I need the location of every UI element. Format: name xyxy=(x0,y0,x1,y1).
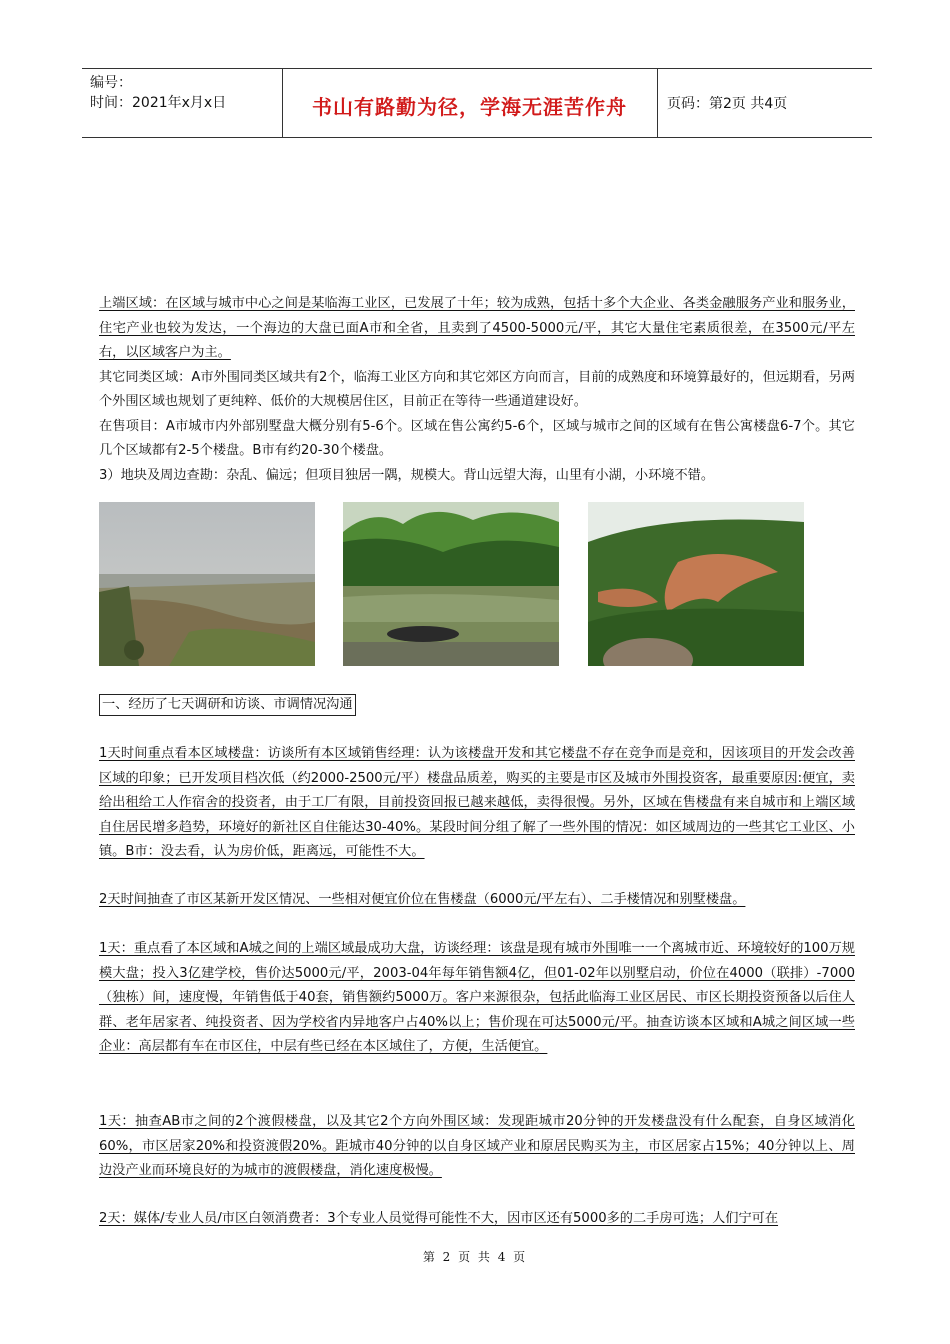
paragraph-resort-visit: 1天：抽查AB市之间的2个渡假楼盘，以及其它2个方向外围区域：发现距城市20分钟的开发楼盘没有什么配套，自身区域消化60%，市区居家20%和投资渡假20%。距城市40分钟的以自身区域产业和原居民购买为主，市区居家占15%；40分钟以上、周边没产业而环境良好的为城市的渡假楼盘，消化速度极慢。 xyxy=(99,1114,855,1178)
paragraph-site-survey: 3）地块及周边查勘：杂乱、偏远；但项目独居一隅，规模大。背山远望大海，山里有小湖，小环境不错。 xyxy=(99,467,715,483)
hillside-road-photo xyxy=(588,502,804,666)
header-meta xyxy=(90,73,290,113)
findings-resorts xyxy=(99,1110,855,1184)
paragraph-day2: 2天时间抽查了市区某新开发区情况、一些相对便宜价位在售楼盘（6000元/平左右）、二手楼情况和别墅楼盘。 xyxy=(99,892,746,907)
header-time-label: 时间：2021年x月x日 xyxy=(90,95,227,111)
paragraph-media: 2天：媒体/专业人员/市区白领消费者：3个专业人员觉得可能性不大，因市区还有5000多的二手房可选；人们宁可在 xyxy=(99,1211,779,1226)
paragraph-upper-region: 上端区域：在区域与城市中心之间是某临海工业区，已发展了十年；较为成熟，包括十多个大企业、各类金融服务产业和服务业，住宅产业也较为发达，一个海边的大盘已面A市和全省，且卖到了4500-5000元/平，其它大量住宅素质很差，在3500元/平左右，以区域客户为主。 xyxy=(99,296,855,360)
findings-media xyxy=(99,1207,855,1232)
site-photos xyxy=(99,502,804,666)
header-page-label: 页码：第2页 共4页 xyxy=(667,96,788,112)
section-heading: 一、经历了七天调研和访谈、市调情况沟通 xyxy=(99,694,356,716)
paragraph-upper-region-visit: 1天：重点看了本区域和A城之间的上端区域最成功大盘，访谈经理：该盘是现有城市外围唯一一个离城市近、环境较好的100万规模大盘；投入3亿建学校，售价达5000元/平，2003-04年每年销售额4亿，但01-02年以别墅启动，价位在4000（联排）-7000（独栋）间，速度慢，年销售低于40套，销售额约5000万。客户来源很杂，包括此临海工业区居民、市区长期投资预备以后住人群、老年居家者、纯投资者、因为学校省内异地客户占40%以上；售价现在可达5000元/平。抽查访谈本区域和A城之间区域一些企业：高层都有车在市区住，中层有些已经在本区域住了，方便，生活便宜。 xyxy=(99,941,855,1054)
paragraph-day1: 1天时间重点看本区域楼盘：访谈所有本区域销售经理：认为该楼盘开发和其它楼盘不存在竞争而是竞和，因该项目的开发会改善区域的印象；已开发项目档次低（约2000-2500元/平）楼盘品质差，购买的主要是市区及城市外围投资客，最重要原因:便宜，卖给出租给工人作宿舍的投资者，由于工厂有限，目前投资回报已越来越低，卖得很慢。另外，区域在售楼盘有来自城市和上端区域自住居民增多趋势，环境好的新社区自住能达30-40%。某段时间分组了解了一些外围的情况：如区域周边的一些其它工业区、小镇。B市：没去看，认为房价低，距离远，可能性不大。 xyxy=(99,746,855,859)
paragraph-projects-on-sale: 在售项目：A市城市内外部别墅盘大概分别有5-6个。区域在售公寓约5-6个，区域与城市之间的区域有在售公寓楼盘6-7个。其它几个区域都有2-5个楼盘。B市有约20-30个楼盘。 xyxy=(99,418,855,458)
intro-paragraphs xyxy=(99,292,855,488)
page-header xyxy=(82,68,872,138)
lake-forest-photo xyxy=(343,502,559,666)
paragraph-other-regions: 其它同类区域：A市外围同类区域共有2个，临海工业区方向和其它郊区方向而言，目前的成熟度和环境算最好的，但远期看，另两个外围区域也规划了更纯粹、低价的大规模居住区，目前正在等待一些通道建设好。 xyxy=(99,369,855,409)
findings-upper-region xyxy=(99,937,855,1060)
page-footer: 第 2 页 共 4 页 xyxy=(422,1250,528,1264)
findings-day1 xyxy=(99,742,855,865)
findings-day2 xyxy=(99,888,855,913)
header-motto: 书山有路勤为径，学海无涯苦作舟 xyxy=(312,95,627,119)
header-number-label: 编号： xyxy=(90,75,132,91)
landscape-hazy-city-photo xyxy=(99,502,315,666)
header-divider-right xyxy=(657,69,658,137)
